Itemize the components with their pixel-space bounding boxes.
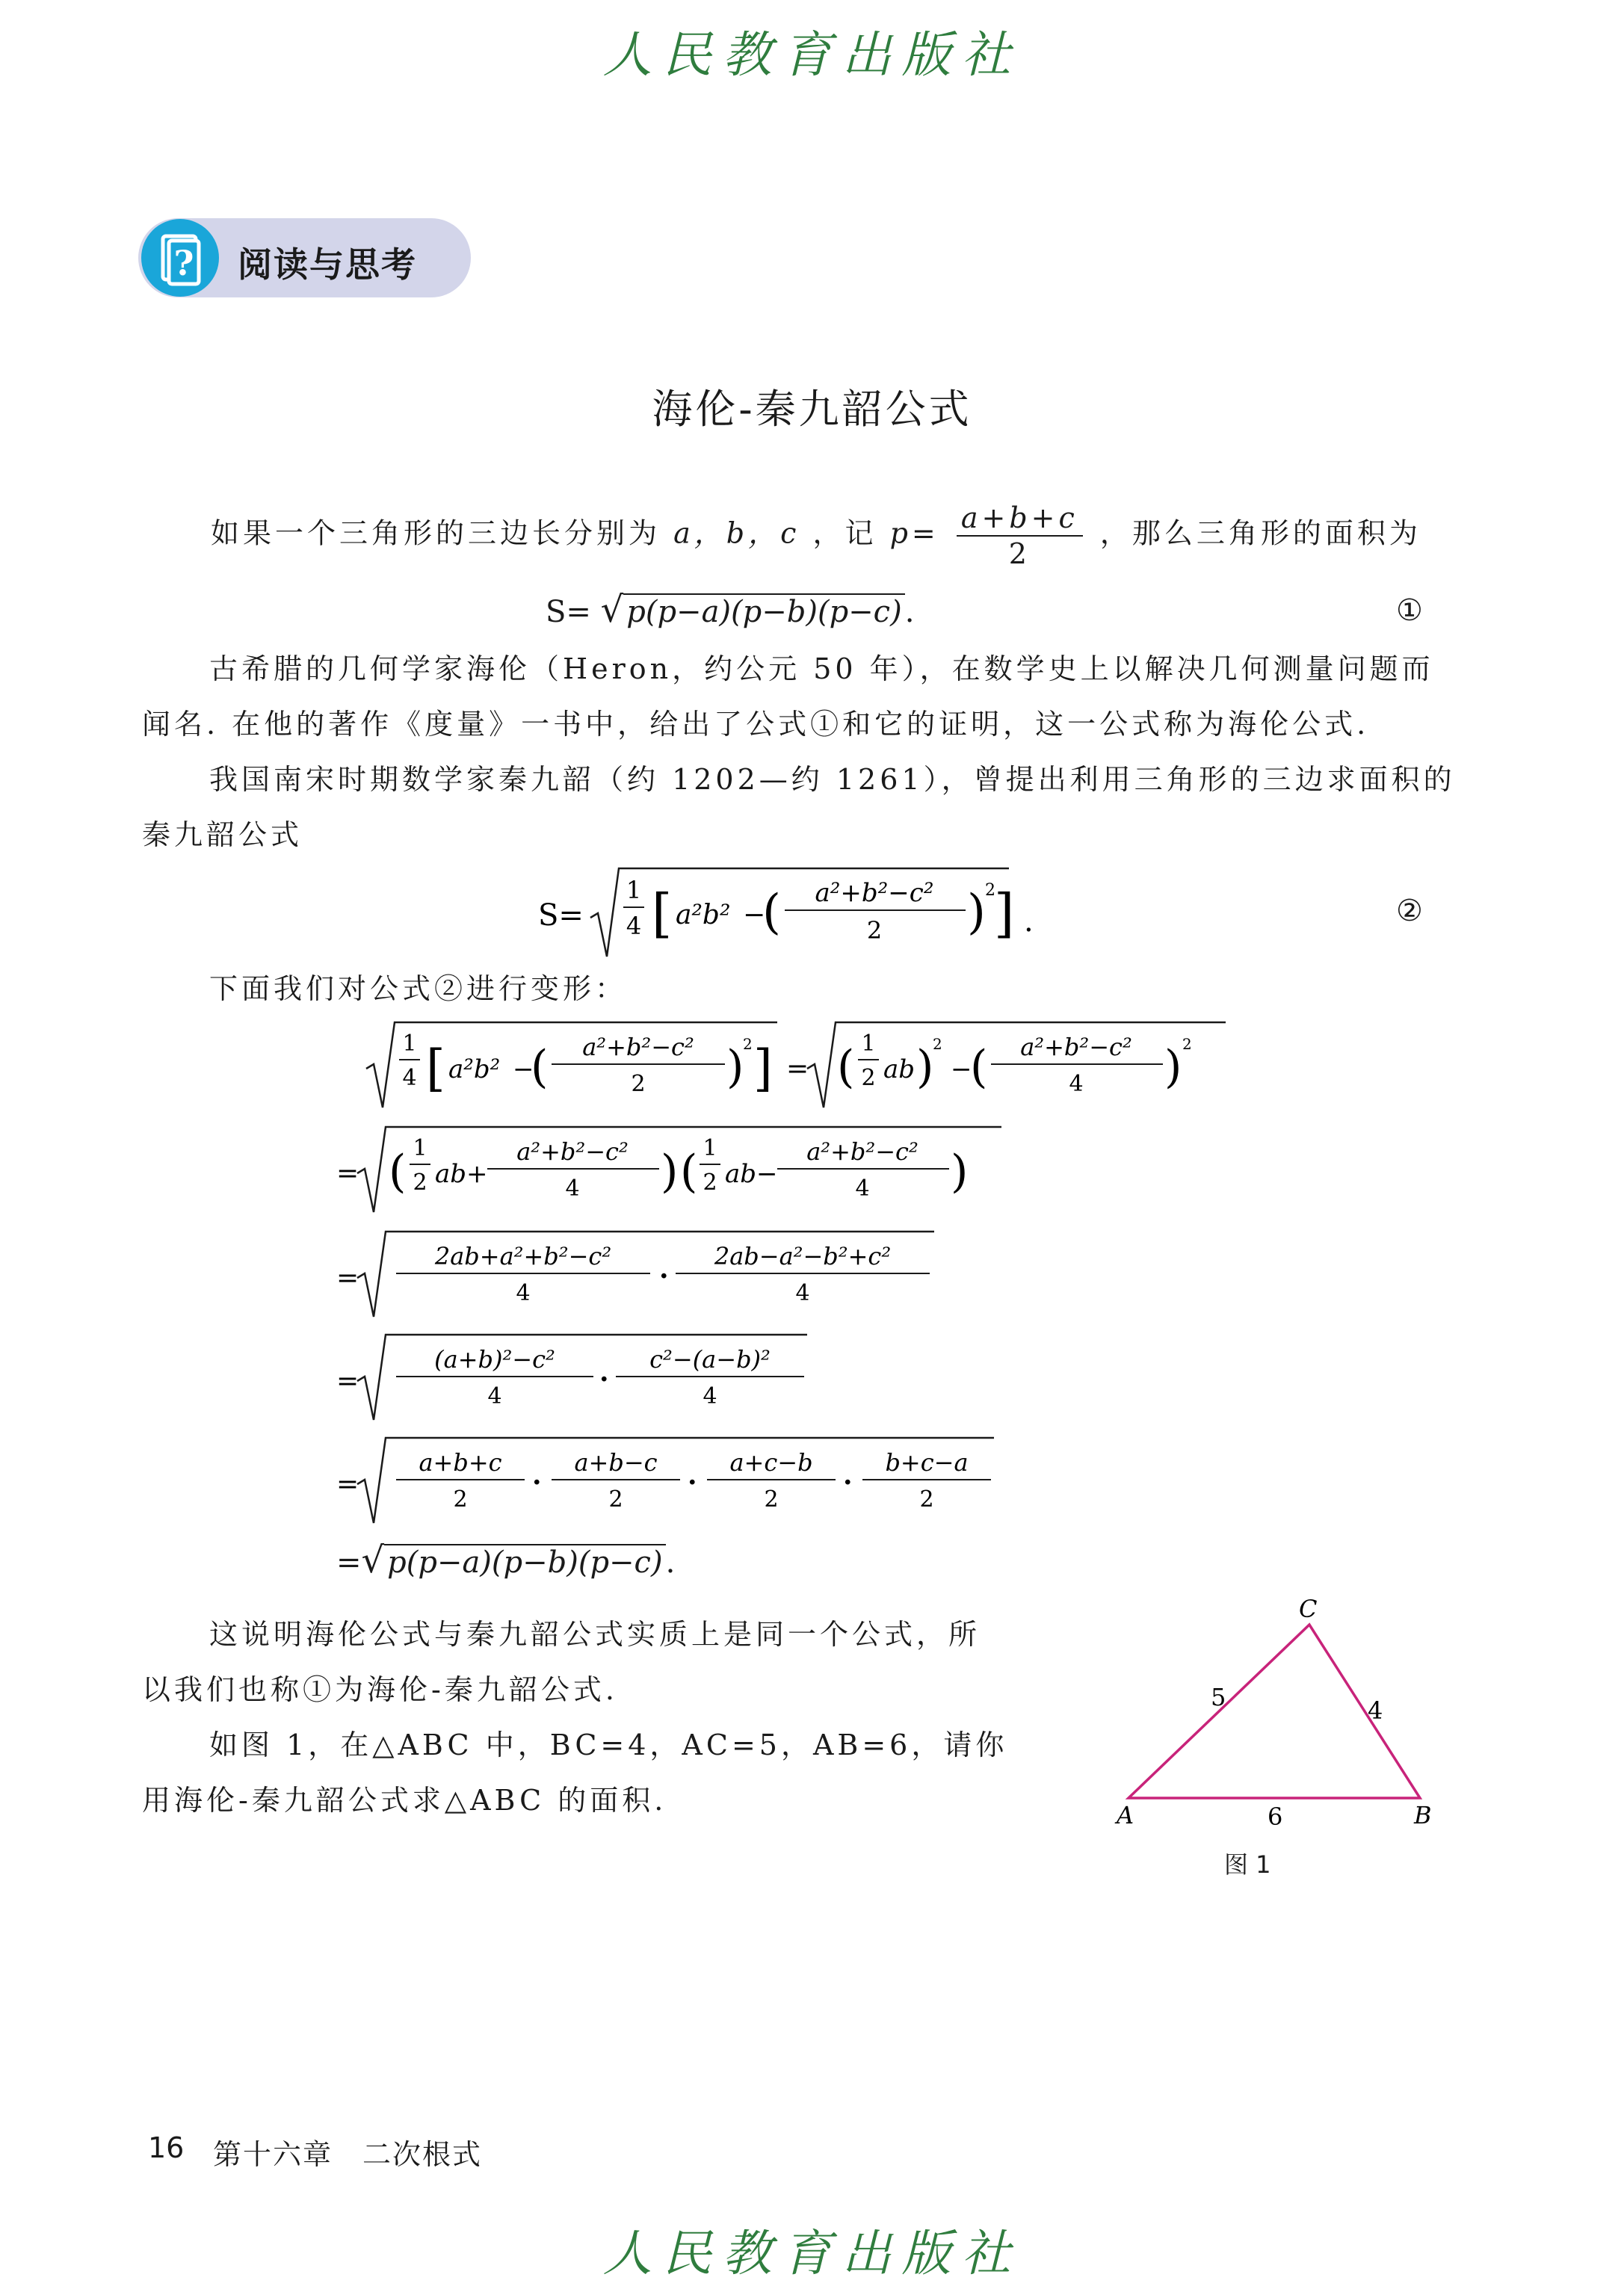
derivation-line-1 xyxy=(359,1016,1241,1113)
d1-minus: − xyxy=(513,1054,534,1084)
d6-sqrt: √ xyxy=(361,1539,385,1581)
d6-period: . xyxy=(665,1545,676,1580)
d5-num3: a+c−b xyxy=(729,1448,813,1477)
d1-quarter-b: 4 xyxy=(1069,1071,1084,1097)
d1-square: 2 xyxy=(743,1035,753,1053)
section-badge-label: 阅读与思考 xyxy=(238,244,417,285)
d1-ab: ab xyxy=(883,1054,916,1084)
chapter-title: 第十六章 二次根式 xyxy=(213,2138,483,2171)
side-bc-label: 4 xyxy=(1368,1696,1383,1725)
d1-a2b2: a²b² xyxy=(448,1054,501,1084)
intro-text-before: 如果一个三角形的三边长分别为 xyxy=(211,516,661,550)
d1-half: 2 xyxy=(631,1071,646,1097)
formula-1-lhs: S= xyxy=(546,595,591,629)
d3-eq: = xyxy=(336,1263,359,1294)
formula-2-lhs: S= xyxy=(538,898,584,933)
d1-one: 1 xyxy=(402,1031,417,1057)
d1-paren-right: ) xyxy=(726,1041,744,1093)
derivation-line-2 xyxy=(336,1121,1009,1218)
d1-square-c: 2 xyxy=(1182,1035,1192,1053)
d1-a2b2c2: a²+b²−c² xyxy=(582,1033,694,1061)
d3-num1: 2ab+a²+b²−c² xyxy=(434,1242,612,1270)
d3-den2: 4 xyxy=(795,1280,810,1306)
vertex-c-label: C xyxy=(1299,1599,1318,1623)
d4-num1: (a+b)²−c² xyxy=(434,1345,555,1374)
d5-den3: 2 xyxy=(764,1486,779,1513)
f2-half: 2 xyxy=(866,916,883,945)
d5-num1: a+b+c xyxy=(419,1448,502,1477)
d5-dot2: · xyxy=(688,1467,697,1498)
d1-eq: = xyxy=(786,1054,809,1084)
d1-bracket-left: [ xyxy=(426,1040,445,1097)
d5-eq: = xyxy=(336,1469,359,1500)
d4-dot: · xyxy=(599,1364,609,1395)
exercise-line1: 如图 1，在△ABC 中，BC=4，AC=5，AB=6，请你 xyxy=(209,1729,1008,1761)
formula-1-radicand: p(p−a)(p−b)(p−c) xyxy=(623,593,904,629)
svg-text:?: ? xyxy=(173,243,194,283)
d1-a2b2c2-b: a²+b²−c² xyxy=(1020,1033,1132,1061)
d2-a2b2c2: a²+b²−c² xyxy=(516,1137,629,1166)
d1-paren2-left: ( xyxy=(837,1041,855,1093)
d2-half-b: 2 xyxy=(703,1170,717,1196)
p-definition-denominator: 2 xyxy=(1008,537,1031,570)
f2-a2b2: a²b² xyxy=(676,900,731,930)
d6-radicand: p(p−a)(p−b)(p−c) xyxy=(384,1544,665,1580)
formula-1-marker: ① xyxy=(1396,593,1423,628)
f2-period: . xyxy=(1024,904,1034,939)
d6-eq: = xyxy=(336,1545,362,1580)
d2-one-b: 1 xyxy=(703,1135,717,1161)
d1-half-b: 2 xyxy=(861,1065,876,1091)
f2-square: 2 xyxy=(985,881,995,900)
d2-ab-b: ab xyxy=(725,1159,757,1189)
d4-eq: = xyxy=(336,1366,359,1397)
f2-quarter: 4 xyxy=(626,912,642,940)
f2-bracket-right: ] xyxy=(994,883,1015,944)
sqrt-symbol: √ xyxy=(600,589,624,631)
d2-quarter-b: 4 xyxy=(855,1176,870,1202)
p-definition-fraction xyxy=(957,501,1083,571)
formula-2-marker: ② xyxy=(1396,894,1423,928)
side-ab-label: 6 xyxy=(1268,1803,1283,1831)
d2-a2b2c2-b: a²+b²−c² xyxy=(806,1137,918,1166)
formula-2 xyxy=(538,859,1061,964)
page-number: 16 xyxy=(148,2131,185,2164)
d1-quarter: 4 xyxy=(402,1065,417,1091)
d2-paren2-left: ( xyxy=(680,1146,698,1198)
d2-eq: = xyxy=(336,1158,359,1189)
d1-paren2-right: ) xyxy=(916,1041,934,1093)
d5-num2: a+b−c xyxy=(574,1448,658,1477)
d2-quarter: 4 xyxy=(565,1176,580,1202)
f2-paren-right: ) xyxy=(967,885,986,940)
d2-plus: + xyxy=(466,1159,488,1189)
figure-1-triangle xyxy=(1106,1599,1465,1838)
conclusion-line1: 这说明海伦公式与秦九韶公式实质上是同一个公式，所 xyxy=(209,1618,981,1651)
qin-para-line2: 秦九韶公式 xyxy=(142,818,303,851)
d2-one: 1 xyxy=(413,1135,427,1161)
f2-one: 1 xyxy=(626,876,642,904)
f2-a2b2c2: a²+b²−c² xyxy=(815,878,934,908)
d2-paren1-right: ) xyxy=(661,1146,679,1198)
intro-line xyxy=(211,501,1421,571)
d5-den1: 2 xyxy=(453,1486,468,1513)
vertex-a-label: A xyxy=(1117,1801,1134,1829)
d5-den4: 2 xyxy=(919,1486,934,1513)
d2-minus: − xyxy=(756,1159,778,1189)
d1-one-b: 1 xyxy=(861,1031,876,1057)
d5-den2: 2 xyxy=(608,1486,623,1513)
article-title: 海伦-秦九韶公式 xyxy=(652,386,972,433)
d4-den1: 4 xyxy=(487,1383,502,1409)
d2-ab: ab xyxy=(435,1159,467,1189)
derivation-line-3 xyxy=(336,1226,949,1323)
vertex-b-label: B xyxy=(1414,1801,1432,1829)
conclusion-line2: 以我们也称①为海伦-秦九韶公式. xyxy=(142,1673,618,1706)
d1-minus-b: − xyxy=(951,1054,972,1084)
p-definition-numerator: a+b+c xyxy=(957,501,1083,537)
heron-para-line2: 闻名. 在他的著作《度量》一书中，给出了公式①和它的证明，这一公式称为海伦公式. xyxy=(142,708,1370,741)
d1-bracket-right: ] xyxy=(753,1040,773,1097)
formula-1 xyxy=(546,589,914,631)
question-book-icon xyxy=(141,218,220,297)
derivation-line-4 xyxy=(336,1329,830,1426)
d3-den1: 4 xyxy=(516,1280,531,1306)
intro-text-after: ，那么三角形的面积为 xyxy=(1099,516,1421,550)
derivation-line-6 xyxy=(336,1539,675,1581)
formula-1-end: . xyxy=(904,595,915,629)
d2-paren1-left: ( xyxy=(389,1146,407,1198)
f2-paren-left: ( xyxy=(762,885,781,940)
d3-num2: 2ab−a²−b²+c² xyxy=(714,1242,892,1270)
f2-minus: − xyxy=(743,900,766,930)
d5-dot3: · xyxy=(843,1467,853,1498)
exercise-line2: 用海伦-秦九韶公式求△ABC 的面积. xyxy=(142,1784,667,1817)
d5-num4: b+c−a xyxy=(885,1448,969,1477)
qin-para-line1: 我国南宋时期数学家秦九韶（约 1202—约 1261），曾提出利用三角形的三边求面积的 xyxy=(209,763,1456,796)
intro-text-mid: ，记 xyxy=(812,516,877,550)
d1-paren3-left: ( xyxy=(970,1041,988,1093)
d4-num2: c²−(a−b)² xyxy=(649,1345,771,1374)
d1-paren3-right: ) xyxy=(1164,1041,1182,1093)
p-definition-lhs: p= xyxy=(889,516,939,550)
d5-dot1: · xyxy=(532,1467,542,1498)
d1-square-b: 2 xyxy=(933,1035,942,1053)
figure-1-caption: 图 1 xyxy=(1224,1850,1271,1879)
transform-intro: 下面我们对公式②进行变形： xyxy=(209,972,628,1005)
publisher-watermark-bottom: 人民教育出版社 xyxy=(602,2225,1022,2282)
heron-para-line1: 古希腊的几何学家海伦（Heron，约公元 50 年），在数学史上以解决几何测量问题而 xyxy=(209,652,1434,685)
d4-den2: 4 xyxy=(703,1383,717,1409)
f2-bracket-left: [ xyxy=(652,883,673,944)
d3-dot: · xyxy=(659,1261,669,1292)
derivation-line-5 xyxy=(336,1432,1009,1529)
d1-paren-left: ( xyxy=(531,1041,549,1093)
side-ac-label: 5 xyxy=(1211,1683,1226,1711)
d2-paren2-right: ) xyxy=(951,1146,969,1198)
d2-half: 2 xyxy=(413,1170,427,1196)
intro-vars: a，b，c xyxy=(673,516,800,550)
publisher-watermark-top: 人民教育出版社 xyxy=(602,26,1022,84)
